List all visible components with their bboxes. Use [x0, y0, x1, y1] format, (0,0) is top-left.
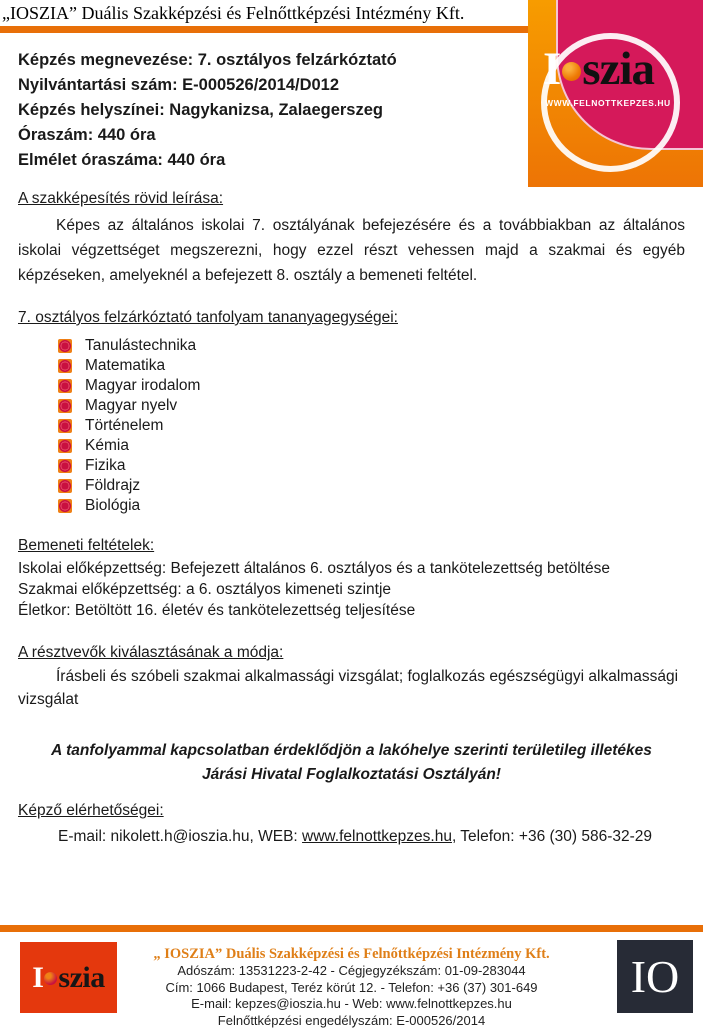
- unit-label: Magyar irodalom: [85, 377, 200, 395]
- selection-body: Írásbeli és szóbeli szakmai alkalmassági vizsgálat; foglalkozás egészségügyi alkalmassági vizsgálat: [18, 665, 685, 711]
- units-heading: 7. osztályos felzárkóztató tanfolyam tananyagegységei:: [18, 308, 685, 328]
- description-body: Képes az általános iskolai 7. osztályának befejezésére és a továbbiakban az általános iskolai végzettséget megszerezni, hogy ezzel részt vehessen majd a szakmai és egyéb képzéseken, amelyeknél a befejezett 8. osztály a bemeneti feltétel.: [18, 213, 685, 288]
- inquiry-notice: A tanfolyammal kapcsolatban érdeklődjön a lakóhelye szerinti területileg illetékes Járási Hivatal Foglalkoztatási Osztályán!: [18, 739, 685, 787]
- entry-school-line: Iskolai előképzettség: Befejezett általános 6. osztályos és a tankötelezettség betöltése: [18, 558, 685, 579]
- ioszia-bullet-icon: [58, 439, 72, 453]
- ioszia-bullet-icon: [58, 359, 72, 373]
- unit-label: Magyar nyelv: [85, 397, 177, 415]
- units-list: [18, 336, 685, 516]
- logo-letters-szia: szia: [582, 43, 654, 95]
- contact-email-label: E-mail:: [58, 828, 111, 845]
- unit-label: Fizika: [85, 457, 125, 475]
- description-heading: A szakképesítés rövid leírása:: [18, 189, 685, 209]
- footer-ioszia-logo: [20, 942, 117, 1013]
- unit-label: Matematika: [85, 357, 165, 375]
- contact-heading: Képző elérhetőségei:: [18, 801, 685, 821]
- logo-wordmark: [543, 46, 654, 93]
- logo-letter-i: I: [543, 43, 560, 95]
- ioszia-bullet-icon: [58, 499, 72, 513]
- ioszia-bullet-icon: [58, 419, 72, 433]
- contact-line: [18, 825, 685, 848]
- footer-company-name: „ IOSZIA” Duális Szakképzési és Felnőttképzési Intézmény Kft.: [0, 945, 703, 963]
- selection-heading: A résztvevők kiválasztásának a módja:: [18, 643, 685, 663]
- contact-phone-label: , Telefon:: [452, 828, 519, 845]
- unit-label: Biológia: [85, 497, 140, 515]
- contact-phone-value: +36 (30) 586-32-29: [519, 828, 652, 845]
- course-registration-line: Nyilvántartási szám: E-000526/2014/D012: [18, 73, 685, 98]
- entry-age-line: Életkor: Betöltött 16. életév és tankötelezettség teljesítése: [18, 600, 685, 621]
- course-locations-line: Képzés helyszínei: Nagykanizsa, Zalaegerszeg: [18, 98, 685, 123]
- list-item: [58, 416, 685, 436]
- contact-web-label: , WEB:: [250, 828, 303, 845]
- list-item: [58, 476, 685, 496]
- footer-email-web-line: E-mail: kepzes@ioszia.hu - Web: www.felnottkepzes.hu: [0, 996, 703, 1013]
- ioszia-logo: [528, 0, 703, 187]
- entry-requirements-heading: Bemeneti feltételek:: [18, 536, 685, 556]
- footer-license-line: Felnőttképzési engedélyszám: E-000526/2014: [0, 1013, 703, 1029]
- course-name-line: Képzés megnevezése: 7. osztályos felzárkóztató: [18, 48, 685, 73]
- ioszia-bullet-icon: [58, 479, 72, 493]
- footer-io-logo: IO: [617, 940, 693, 1013]
- contact-email-value: nikolett.h@ioszia.hu: [111, 828, 250, 845]
- list-item: [58, 436, 685, 456]
- course-theory-hours-line: Elmélet óraszáma: 440 óra: [18, 148, 685, 173]
- entry-requirements-block: [18, 558, 685, 621]
- contact-web-link[interactable]: www.felnottkepzes.hu: [302, 828, 452, 845]
- logo-website-url: WWW.FELNOTTKEPZES.HU: [545, 98, 671, 108]
- list-item: [58, 336, 685, 356]
- footer: [0, 925, 703, 1024]
- list-item: [58, 396, 685, 416]
- unit-label: Tanulástechnika: [85, 337, 196, 355]
- unit-label: Földrajz: [85, 477, 140, 495]
- page-title: „IOSZIA” Duális Szakképzési és Felnőttképzési Intézmény Kft.: [0, 0, 703, 24]
- footer-tax-line: Adószám: 13531223-2-42 - Cégjegyzékszám: 01-09-283044: [0, 963, 703, 980]
- course-hours-line: Óraszám: 440 óra: [18, 123, 685, 148]
- list-item: [58, 496, 685, 516]
- entry-professional-line: Szakmai előképzettség: a 6. osztályos kimeneti szintje: [18, 579, 685, 600]
- footer-address-line: Cím: 1066 Budapest, Teréz körút 12. - Telefon: +36 (37) 301-649: [0, 980, 703, 997]
- list-item: [58, 376, 685, 396]
- unit-label: Történelem: [85, 417, 163, 435]
- footer-logo-o-ball-icon: [44, 972, 57, 985]
- footer-logo-letter-i: I: [32, 961, 43, 994]
- ioszia-bullet-icon: [58, 399, 72, 413]
- list-item: [58, 456, 685, 476]
- unit-label: Kémia: [85, 437, 129, 455]
- ioszia-bullet-icon: [58, 339, 72, 353]
- logo-o-ball-icon: [562, 62, 581, 81]
- ioszia-bullet-icon: [58, 379, 72, 393]
- footer-body: [0, 932, 703, 1024]
- list-item: [58, 356, 685, 376]
- header-divider-bar: [0, 26, 528, 33]
- ioszia-bullet-icon: [58, 459, 72, 473]
- footer-divider-bar: [0, 925, 703, 932]
- footer-logo-wordmark: [32, 963, 105, 993]
- footer-logo-letters-szia: szia: [58, 961, 104, 994]
